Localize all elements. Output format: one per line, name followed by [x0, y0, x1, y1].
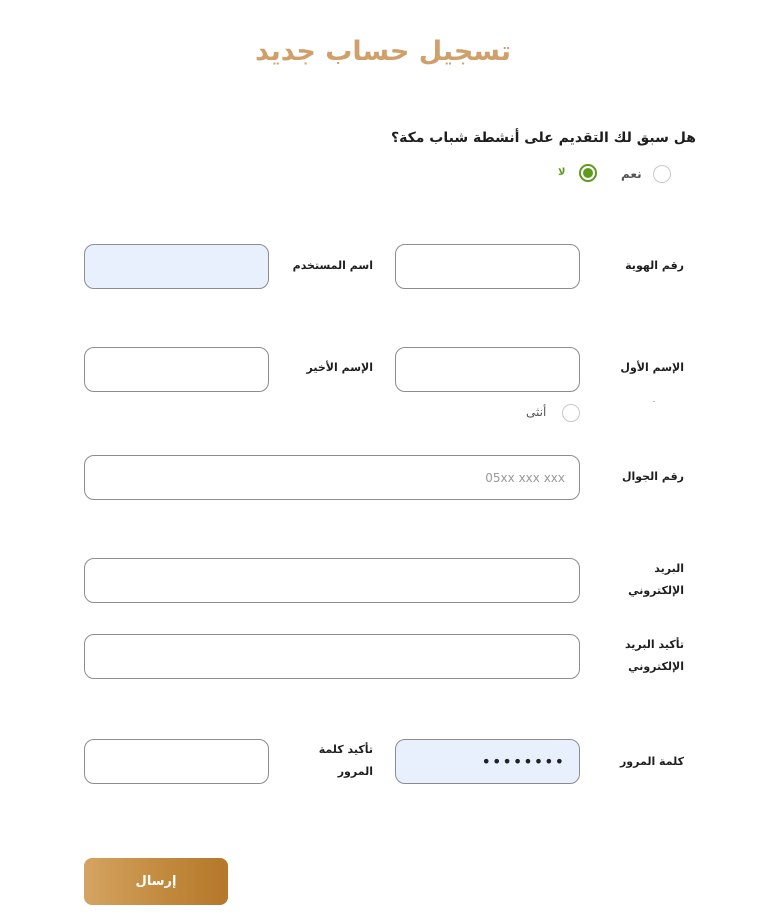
email-label-line-1: البريد — [654, 562, 684, 575]
confirm-password-label-line-2: المرور — [337, 765, 373, 778]
confirm-password-input[interactable] — [84, 739, 269, 784]
email-label — [600, 558, 684, 602]
email-label-line-2: الإلكتروني — [628, 584, 684, 597]
confirm-password-label — [285, 739, 373, 783]
page-title: تسجيل حساب جديد — [255, 36, 511, 67]
radio-no[interactable] — [579, 164, 597, 182]
radio-yes[interactable] — [653, 165, 671, 183]
submit-button[interactable]: إرسال — [84, 858, 228, 905]
previous-application-question: هل سبق لك التقديم على أنشطة شباب مكة؟ — [391, 130, 696, 146]
username-label: اسم المستخدم — [292, 259, 373, 272]
password-label: كلمة المرور — [619, 755, 684, 768]
radio-yes-label: نعم — [621, 167, 642, 181]
separator-dot — [653, 401, 655, 402]
mobile-input[interactable] — [84, 455, 580, 500]
confirm-email-input[interactable] — [84, 634, 580, 679]
first-name-label: الإسم الأول — [620, 361, 684, 374]
confirm-email-label — [600, 634, 684, 678]
radio-no-label: لا — [558, 167, 566, 178]
first-name-input[interactable] — [395, 347, 580, 392]
confirm-password-label-line-1: تأكيد كلمة — [318, 743, 373, 756]
email-input[interactable] — [84, 558, 580, 603]
last-name-label: الإسم الأخير — [306, 361, 373, 374]
id-number-label: رقم الهوية — [625, 259, 684, 272]
password-input[interactable] — [395, 739, 580, 784]
mobile-label: رقم الجوال — [621, 470, 684, 483]
id-number-input[interactable] — [395, 244, 580, 289]
radio-female[interactable] — [562, 404, 580, 422]
radio-female-label: أنثى — [526, 405, 547, 419]
last-name-input[interactable] — [84, 347, 269, 392]
confirm-email-label-line-2: الإلكتروني — [628, 660, 684, 673]
username-input[interactable] — [84, 244, 269, 289]
confirm-email-label-line-1: تأكيد البريد — [624, 638, 684, 651]
